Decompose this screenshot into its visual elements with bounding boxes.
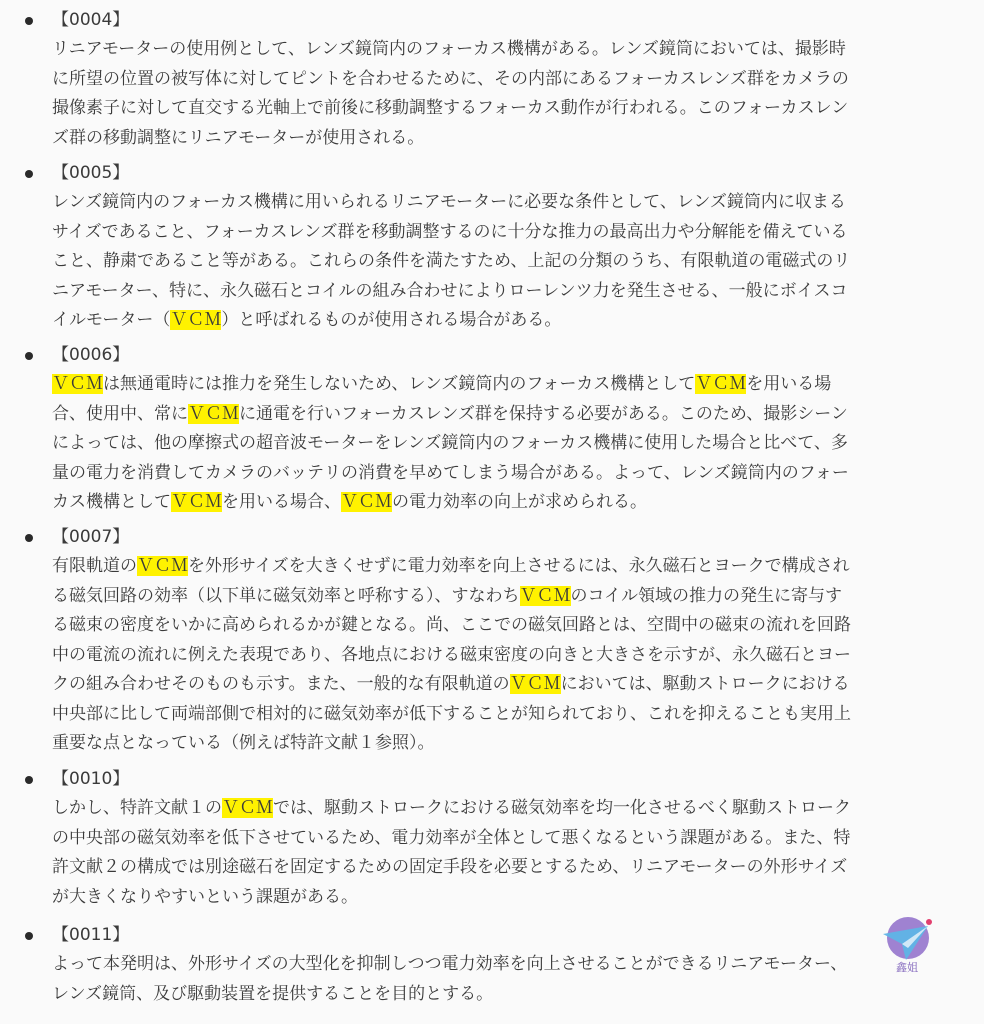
paragraph-line bbox=[52, 950, 847, 979]
text-segment: る磁束の密度をいかに高められるかが鍵となる。尚、ここでの磁気回路とは、空間中の磁束の流れを回路 bbox=[52, 615, 851, 635]
paragraph-line bbox=[52, 459, 849, 488]
paragraph-line bbox=[52, 980, 493, 1009]
highlighted-term: ＶＣＭ bbox=[341, 492, 392, 512]
text-segment: よって本発明は、外形サイズの大型化を抑制しつつ電力効率を向上させることができるリニアモーター、 bbox=[52, 954, 848, 974]
paragraph-number: 【0010】 bbox=[52, 769, 130, 789]
paragraph-line bbox=[52, 429, 848, 458]
bullet-point bbox=[25, 776, 33, 784]
bullet-point bbox=[25, 17, 33, 25]
text-segment: ズ群の移動調整にリニアモーターが使用される。 bbox=[52, 127, 425, 148]
paragraph-line bbox=[52, 277, 848, 306]
watermark-logo bbox=[878, 916, 936, 974]
text-segment: においては、駆動ストロークにおける bbox=[560, 674, 850, 694]
text-segment: る磁気回路の効率（以下単に磁気効率と呼称する）、すなわち bbox=[52, 585, 520, 606]
text-segment: に所望の位置の被写体に対してピントを合わせるために、その内部にあるフォーカスレンズ群をカメラの bbox=[52, 68, 849, 89]
highlighted-term: ＶＣＭ bbox=[170, 310, 222, 330]
paragraph-line bbox=[52, 670, 850, 699]
paragraph-line bbox=[52, 582, 842, 611]
paragraph-line bbox=[52, 488, 647, 517]
paragraph-number: 【0004】 bbox=[52, 10, 130, 30]
text-segment: レンズ鏡筒、及び駆動装置を提供することを目的とする。 bbox=[52, 983, 494, 1004]
text-segment: ）と呼ばれるものが使用される場合がある。 bbox=[221, 310, 562, 330]
paragraph-number: 【0007】 bbox=[52, 527, 130, 547]
bullet-point bbox=[25, 932, 33, 940]
text-segment: ニアモーター、特に、永久磁石とコイルの組み合わせによりローレンツ力を発生させる、一般にボイスコ bbox=[52, 280, 848, 301]
text-segment: は無通電時には推力を発生しないため、レンズ鏡筒内のフォーカス機構として bbox=[103, 374, 696, 394]
text-segment: 量の電力を消費してカメラのバッテリの消費を早めてしまう場合がある。よって、レンズ鏡筒内のフォー bbox=[52, 462, 849, 483]
paragraph-line bbox=[52, 370, 831, 399]
text-segment: に通電を行いフォーカスレンズ群を保持する必要がある。このため、撮影シーン bbox=[239, 403, 848, 424]
paragraph-line bbox=[52, 94, 848, 123]
paragraph-line bbox=[52, 611, 851, 640]
highlighted-term: ＶＣＭ bbox=[171, 492, 222, 512]
paragraph-number: 【0005】 bbox=[52, 163, 130, 183]
text-segment: では、駆動ストロークにおける磁気効率を均一化させるべく駆動ストローク bbox=[273, 798, 851, 818]
paragraph-line bbox=[52, 65, 849, 94]
highlighted-term: ＶＣＭ bbox=[509, 674, 561, 694]
text-segment: リニアモーターの使用例として、レンズ鏡筒内のフォーカス機構がある。レンズ鏡筒においては、撮影時 bbox=[52, 39, 846, 59]
paragraph-line bbox=[52, 400, 848, 429]
text-segment: 重要な点となっている（例えば特許文献１参照）。 bbox=[52, 733, 435, 753]
bullet-point bbox=[25, 352, 33, 360]
paragraph-line bbox=[52, 729, 435, 758]
text-segment: を外形サイズを大きくせずに電力効率を向上させるには、永久磁石とヨークで構成され bbox=[188, 556, 850, 576]
text-segment: 合、使用中、常に bbox=[52, 403, 188, 424]
paragraph-line bbox=[52, 641, 851, 670]
highlighted-term: ＶＣＭ bbox=[188, 403, 239, 424]
text-segment: の電力効率の向上が求められる。 bbox=[392, 492, 647, 512]
text-segment: 中の電流の流れに例えた表現であり、各地点における磁束密度の向きと大きさを示すが、永久磁石とヨー bbox=[52, 644, 851, 665]
text-segment: イルモーター（ bbox=[52, 310, 171, 330]
text-segment: の中央部の磁気効率を低下させているため、電力効率が全体として悪くなるという課題がある。また、特 bbox=[52, 827, 851, 848]
paragraph-line bbox=[52, 824, 850, 853]
paragraph-line bbox=[52, 188, 846, 217]
text-segment: 中央部に比して両端部側で相対的に磁気効率が低下することが知られており、これを抑えることも実用上 bbox=[52, 703, 851, 724]
highlighted-term: ＶＣＭ bbox=[519, 585, 571, 606]
text-segment: のコイル領域の推力の発生に寄与す bbox=[570, 585, 842, 606]
paragraph bbox=[0, 341, 984, 518]
text-segment: レンズ鏡筒内のフォーカス機構に用いられるリニアモーターに必要な条件として、レンズ鏡筒内に収まる bbox=[52, 192, 846, 212]
paragraph-line bbox=[52, 306, 561, 335]
paragraph-line bbox=[52, 794, 851, 823]
text-segment: を用いる場合、 bbox=[222, 492, 341, 512]
watermark-label: 鑫姐 bbox=[896, 961, 918, 974]
text-segment: を用いる場 bbox=[746, 374, 832, 394]
highlighted-term: ＶＣＭ bbox=[52, 374, 103, 394]
paragraph-number: 【0011】 bbox=[52, 925, 130, 945]
paragraph-line bbox=[52, 124, 424, 153]
highlighted-term: ＶＣＭ bbox=[695, 374, 747, 394]
text-segment: 撮像素子に対して直交する光軸上で前後に移動調整するフォーカス動作が行われる。このフォーカスレン bbox=[52, 98, 849, 118]
text-segment: サイズであること、フォーカスレンズ群を移動調整するのに十分な推力の最高出力や分解能を備えている bbox=[52, 221, 848, 242]
paper-plane-icon bbox=[878, 916, 936, 974]
paragraph-line bbox=[52, 552, 850, 581]
bullet-point bbox=[25, 170, 33, 178]
paragraph-line bbox=[52, 700, 851, 729]
paragraph-line bbox=[52, 247, 850, 276]
paragraph bbox=[0, 159, 984, 336]
text-segment: によっては、他の摩擦式の超音波モーターをレンズ鏡筒内のフォーカス機構に使用した場合と比べて、多 bbox=[52, 433, 848, 453]
bullet-point bbox=[25, 534, 33, 542]
paragraph-line bbox=[52, 853, 847, 882]
paragraph-number: 【0006】 bbox=[52, 345, 130, 365]
paragraph bbox=[0, 765, 984, 912]
text-segment: クの組み合わせそのものも示す。また、一般的な有限軌道の bbox=[52, 674, 510, 694]
paragraph-line bbox=[52, 218, 848, 247]
paragraph bbox=[0, 523, 984, 759]
paragraph-line bbox=[52, 35, 846, 64]
text-segment: こと、静粛であること等がある。これらの条件を満たすため、上記の分類のうち、有限軌道の電磁式のリ bbox=[52, 251, 851, 271]
highlighted-term: ＶＣＭ bbox=[137, 556, 188, 576]
text-segment: カス機構として bbox=[52, 492, 171, 512]
paragraph-line bbox=[52, 883, 358, 912]
text-segment: が大きくなりやすいという課題がある。 bbox=[52, 886, 358, 907]
highlighted-term: ＶＣＭ bbox=[222, 798, 273, 818]
text-segment: 有限軌道の bbox=[52, 556, 137, 576]
paragraph bbox=[0, 6, 984, 153]
text-segment: 許文献２の構成では別途磁石を固定するための固定手段を必要とするため、リニアモーターの外形サイズ bbox=[52, 857, 848, 877]
paragraph bbox=[0, 921, 984, 1009]
text-segment: しかし、特許文献１の bbox=[52, 798, 222, 818]
